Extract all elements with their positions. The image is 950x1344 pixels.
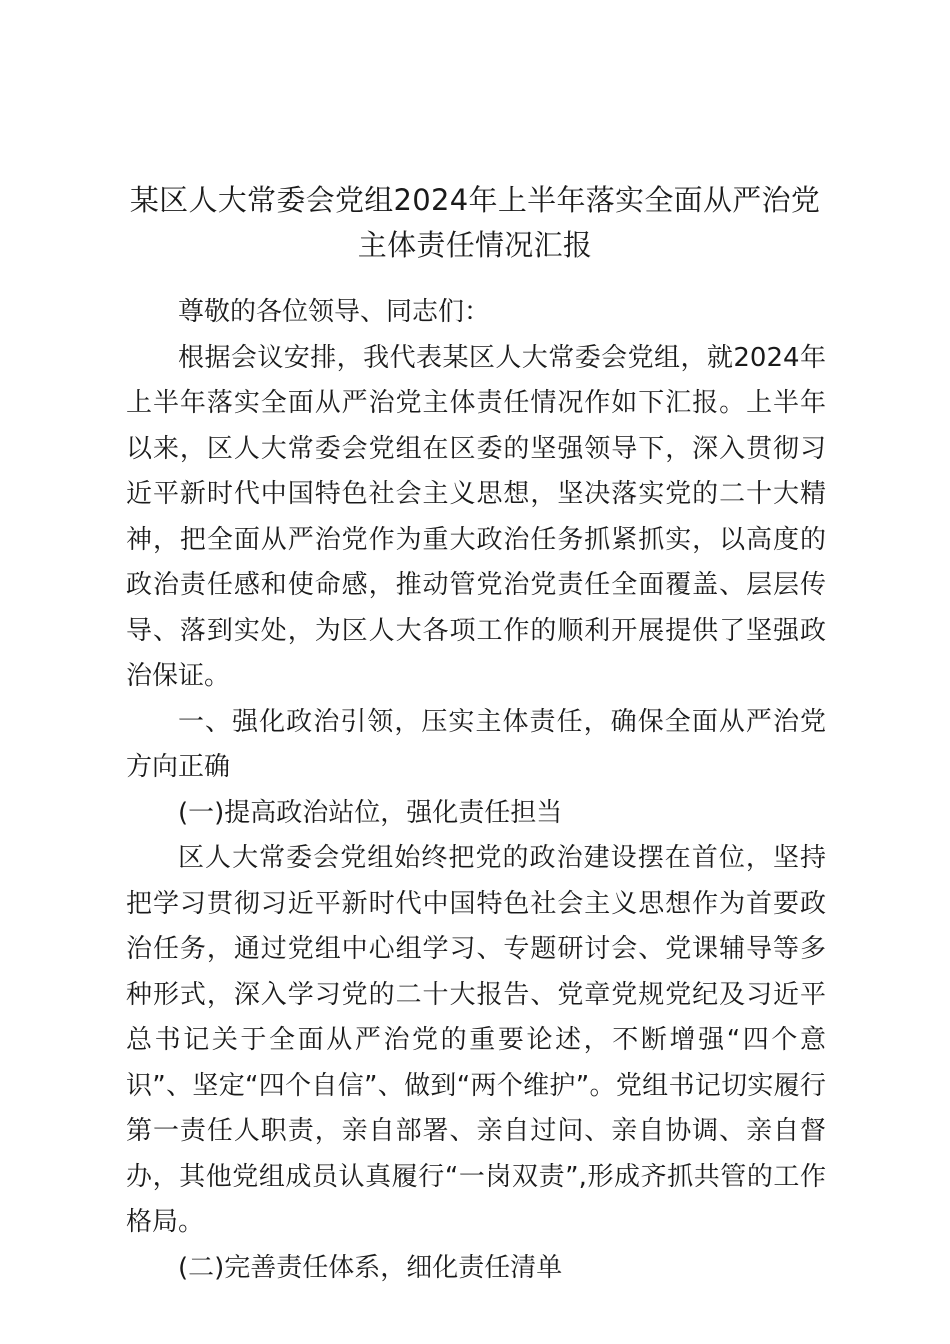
salutation: 尊敬的各位领导、同志们： — [178, 297, 491, 327]
body-paragraph: 区人大常委会党组始终把党的政治建设摆在首位，坚持把学习贯彻习近平新时代中国特色社会主义思想作为首要政治任务，通过党组中心组学习、专题研讨会、党课辅导等多种形式，深入学习党的二十大报告、党章党规党纪及习近平总书记关于全面从严治党的重要论述，不断增强“四个意识”、坚定“四个自信”、做到“两个维护”。党组书记切实履行第一责任人职责，亲自部署、亲自过问、亲自协调、亲自督办，其他党组成员认真履行“一岗双责”,形成齐抓共管的工作格局。 — [126, 843, 826, 1237]
document-body — [126, 290, 826, 1291]
title-line-2: 主体责任情况汇报 — [357, 228, 593, 262]
subsection-heading-1: (一)提高政治站位，强化责任担当 — [178, 797, 563, 828]
title-line-1: 某区人大常委会党组2024年上半年落实全面从严治党 — [129, 183, 821, 217]
intro-paragraph: 根据会议安排，我代表某区人大常委会党组，就2024年上半年落实全面从严治党主体责任情况作如下汇报。上半年以来，区人大常委会党组在区委的坚强领导下，深入贯彻习近平新时代中国特色社会主义思想，坚决落实党的二十大精神，把全面从严治党作为重大政治任务抓紧抓实，以高度的政治责任感和使命感，推动管党治党责任全面覆盖、层层传导、落到实处，为区人大各项工作的顺利开展提供了坚强政治保证。 — [126, 342, 826, 691]
subsection-heading-2: (二)完善责任体系，细化责任清单 — [178, 1252, 563, 1283]
section-heading-1: 一、强化政治引领，压实主体责任，确保全面从严治党方向正确 — [126, 706, 826, 782]
document-title — [100, 178, 850, 268]
